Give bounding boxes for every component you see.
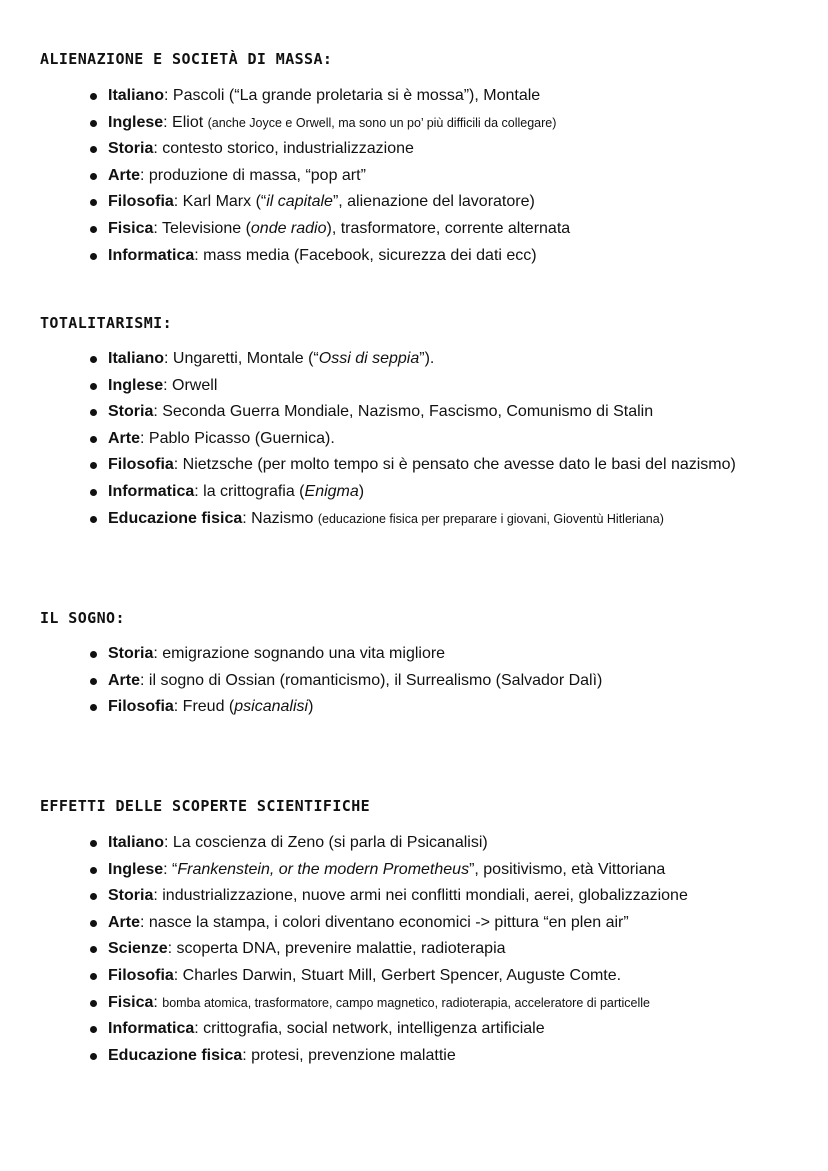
list-item: Educazione fisica: Nazismo (educazione fisica per preparare i giovani, Gioventù Hitleriana) bbox=[0, 506, 736, 533]
list-item: Arte: Pablo Picasso (Guernica). bbox=[0, 426, 736, 453]
list-item: Arte: produzione di massa, “pop art” bbox=[0, 163, 570, 190]
list-item: Inglese: “Frankenstein, or the modern Prometheus”, positivismo, età Vittoriana bbox=[0, 857, 688, 884]
list-item: Italiano: Ungaretti, Montale (“Ossi di seppia”). bbox=[0, 346, 736, 373]
topic-list bbox=[0, 346, 736, 532]
section-title: ALIENAZIONE E SOCIETÀ DI MASSA: bbox=[40, 50, 333, 68]
list-item: Informatica: mass media (Facebook, sicurezza dei dati ecc) bbox=[0, 243, 570, 270]
list-item: Arte: nasce la stampa, i colori diventano economici -> pittura “en plen air” bbox=[0, 910, 688, 937]
section-title: EFFETTI DELLE SCOPERTE SCIENTIFICHE bbox=[40, 797, 371, 815]
topic-list bbox=[0, 83, 570, 269]
list-item: Fisica: Televisione (onde radio), trasformatore, corrente alternata bbox=[0, 216, 570, 243]
section-title: TOTALITARISMI: bbox=[40, 314, 173, 332]
section-title: IL SOGNO: bbox=[40, 609, 125, 627]
list-item: Storia: Seconda Guerra Mondiale, Nazismo, Fascismo, Comunismo di Stalin bbox=[0, 399, 736, 426]
list-item: Filosofia: Freud (psicanalisi) bbox=[0, 694, 602, 721]
list-item: Fisica: bomba atomica, trasformatore, campo magnetico, radioterapia, acceleratore di particelle bbox=[0, 990, 688, 1017]
list-item: Filosofia: Charles Darwin, Stuart Mill, Gerbert Spencer, Auguste Comte. bbox=[0, 963, 688, 990]
topic-list bbox=[0, 830, 688, 1069]
list-item: Storia: emigrazione sognando una vita migliore bbox=[0, 641, 602, 668]
list-item: Educazione fisica: protesi, prevenzione malattie bbox=[0, 1043, 688, 1070]
list-item: Storia: industrializzazione, nuove armi nei conflitti mondiali, aerei, globalizzazione bbox=[0, 883, 688, 910]
topic-list bbox=[0, 641, 602, 721]
list-item: Storia: contesto storico, industrializzazione bbox=[0, 136, 570, 163]
list-item: Inglese: Eliot (anche Joyce e Orwell, ma sono un po’ più difficili da collegare) bbox=[0, 110, 570, 137]
list-item: Italiano: Pascoli (“La grande proletaria si è mossa”), Montale bbox=[0, 83, 570, 110]
list-item: Italiano: La coscienza di Zeno (si parla di Psicanalisi) bbox=[0, 830, 688, 857]
list-item: Scienze: scoperta DNA, prevenire malattie, radioterapia bbox=[0, 936, 688, 963]
list-item: Filosofia: Nietzsche (per molto tempo si è pensato che avesse dato le basi del nazismo) bbox=[0, 452, 736, 479]
list-item: Inglese: Orwell bbox=[0, 373, 736, 400]
list-item: Informatica: la crittografia (Enigma) bbox=[0, 479, 736, 506]
list-item: Arte: il sogno di Ossian (romanticismo), il Surrealismo (Salvador Dalì) bbox=[0, 668, 602, 695]
list-item: Filosofia: Karl Marx (“il capitale”, alienazione del lavoratore) bbox=[0, 189, 570, 216]
list-item: Informatica: crittografia, social network, intelligenza artificiale bbox=[0, 1016, 688, 1043]
